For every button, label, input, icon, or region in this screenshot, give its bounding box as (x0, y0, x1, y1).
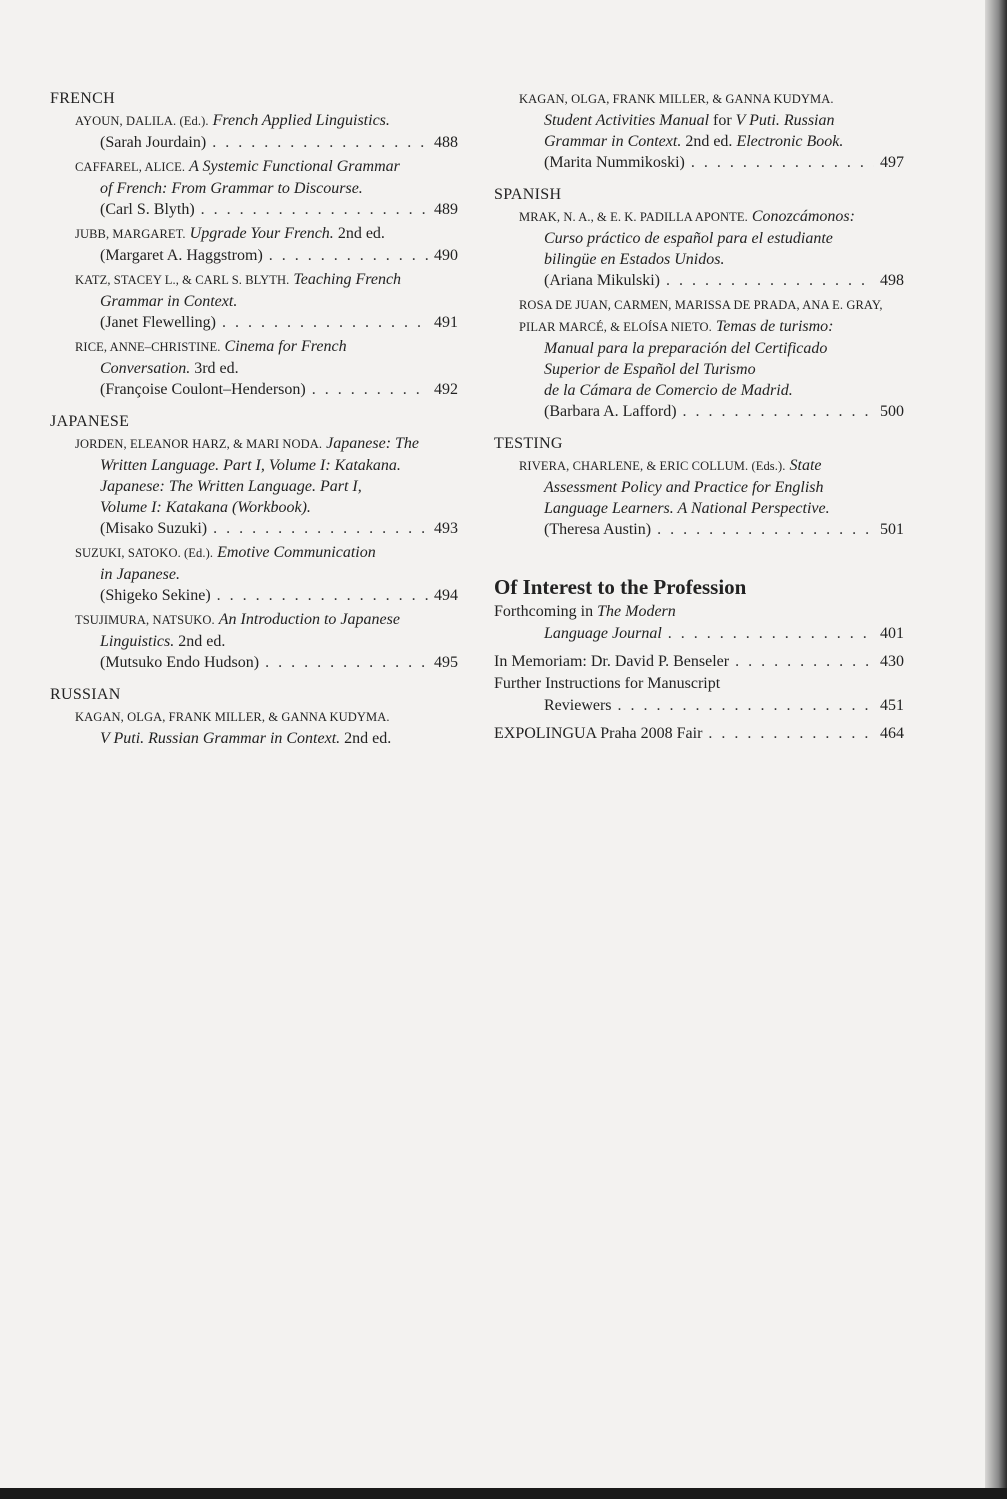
entry-title-cont: de la Cámara de Comercio de Madrid. (544, 382, 793, 399)
entry-author: TSUJIMURA, NATSUKO. (75, 613, 215, 627)
entry-reviewer: (Janet Flewelling) (100, 314, 216, 331)
interest-item-text: Forthcoming in (494, 603, 594, 620)
entry-title-cont: Volume I: Katakana (Workbook). (100, 499, 311, 516)
entry-title-cont: V Puti. Russian (735, 112, 835, 129)
section-heading-testing: TESTING (494, 435, 563, 452)
interest-item-text: In Memoriam: Dr. David P. Benseler (494, 653, 730, 670)
entry-reviewer: (Carl S. Blyth) (100, 201, 195, 218)
entry-reviewer-line (50, 585, 458, 607)
review-entry (494, 455, 904, 541)
section-heading-french: FRENCH (50, 90, 115, 107)
interest-item-title: The Modern (597, 603, 676, 620)
interest-item (494, 651, 904, 673)
entry-title-cont: Japanese: The Written Language. Part I, (100, 478, 362, 495)
entry-title: Temas de turismo: (715, 318, 834, 335)
entry-title-cont: Student Activities Manual (544, 112, 710, 129)
entry-title: Teaching French (293, 271, 402, 288)
interest-item-line (494, 623, 904, 645)
entry-title-cont: Superior de Español del Turismo (544, 361, 756, 378)
entry-reviewer-line (50, 132, 458, 154)
entry-reviewer: (Misako Suzuki) (100, 520, 208, 537)
entry-page: 500 (880, 403, 904, 420)
entry-author: RIVERA, CHARLENE, & ERIC COLLUM. (Eds.). (519, 459, 786, 473)
entry-reviewer: (Shigeko Sekine) (100, 587, 211, 604)
left-column (50, 88, 458, 751)
review-entry (50, 542, 458, 607)
interest-item (494, 601, 904, 645)
entry-title-connector: for (709, 112, 736, 129)
interest-item-page: 430 (880, 653, 904, 670)
review-entry (50, 433, 458, 540)
right-column (494, 88, 904, 745)
interest-item-page: 401 (880, 625, 904, 642)
entry-reviewer: (Mutsuko Endo Hudson) (100, 654, 260, 671)
review-entry (494, 206, 904, 292)
entry-reviewer: (Sarah Jourdain) (100, 134, 207, 151)
entry-reviewer-line (50, 312, 458, 334)
entry-author-cont: PILAR MARCÉ, & ELOÍSA NIETO. (519, 320, 712, 334)
entry-reviewer-line (50, 199, 458, 221)
entry-title: French Applied Linguistics. (212, 112, 390, 129)
review-entry (494, 294, 904, 423)
entry-page: 495 (434, 654, 458, 671)
entry-reviewer: (Theresa Austin) (544, 521, 652, 538)
entry-reviewer: (Ariana Mikulski) (544, 272, 660, 289)
entry-author: KAGAN, OLGA, FRANK MILLER, & GANNA KUDYMA. (75, 710, 390, 724)
review-entry (50, 156, 458, 221)
entry-reviewer: (Françoise Coulont–Henderson) (100, 381, 306, 398)
entry-title-cont: Grammar in Context. (544, 133, 682, 150)
interest-item (494, 673, 904, 717)
entry-author: ROSA DE JUAN, CARMEN, MARISSA DE PRADA, ANA E. GRAY, (519, 298, 883, 312)
entry-title: A Systemic Functional Grammar (189, 158, 400, 175)
review-entry (50, 336, 458, 401)
section-heading-russian: RUSSIAN (50, 686, 121, 703)
interest-item-page: 451 (880, 697, 904, 714)
entry-page: 488 (434, 134, 458, 151)
entry-author: JORDEN, ELEANOR HARZ, & MARI NODA. (75, 437, 323, 451)
entry-reviewer-line (50, 379, 458, 401)
entry-title: An Introduction to Japanese (218, 611, 400, 628)
interest-item-text: Further Instructions for Manuscript (494, 675, 721, 692)
entry-author: KATZ, STACEY L., & CARL S. BLYTH. (75, 273, 290, 287)
entry-author: AYOUN, DALILA. (Ed.). (75, 114, 209, 128)
entry-page: 490 (434, 247, 458, 264)
review-entry (50, 609, 458, 674)
entry-page: 489 (434, 201, 458, 218)
entry-edition: 2nd ed. (337, 225, 385, 242)
entry-title-cont: in Japanese. (100, 566, 180, 583)
entry-reviewer-line (494, 401, 904, 423)
entry-title-cont: V Puti. Russian Grammar in Context. (100, 730, 341, 747)
entry-title-cont: Grammar in Context. (100, 293, 238, 310)
entry-title-cont: bilingüe en Estados Unidos. (544, 251, 725, 268)
entry-author: KAGAN, OLGA, FRANK MILLER, & GANNA KUDYMA. (519, 92, 834, 106)
entry-title-cont: Language Learners. A National Perspective. (544, 500, 830, 517)
page-edge-right (985, 0, 1007, 1499)
entry-title-cont: Manual para la preparación del Certificado (544, 340, 828, 357)
interest-item-line (494, 695, 904, 717)
entry-author: JUBB, MARGARET. (75, 227, 186, 241)
entry-reviewer-line (494, 270, 904, 292)
entry-reviewer-line (50, 518, 458, 540)
interest-item-text: EXPOLINGUA Praha 2008 Fair (494, 725, 703, 742)
entry-page: 491 (434, 314, 458, 331)
entry-author: RICE, ANNE–CHRISTINE. (75, 340, 221, 354)
entry-title: Cinema for French (224, 338, 347, 355)
entry-title-cont: Electronic Book. (736, 133, 844, 150)
entry-reviewer-line (50, 652, 458, 674)
entry-title: Emotive Communication (217, 544, 376, 561)
entry-edition: 3rd ed. (194, 360, 239, 377)
entry-author: CAFFAREL, ALICE. (75, 160, 186, 174)
entry-title: Conozcámonos: (751, 208, 855, 225)
entry-reviewer: (Marita Nummikoski) (544, 154, 685, 171)
review-entry (494, 88, 904, 174)
entry-reviewer: (Barbara A. Lafford) (544, 403, 677, 420)
entry-title: Japanese: The (326, 435, 420, 452)
entry-edition: 2nd ed. (344, 730, 392, 747)
section-heading-spanish: SPANISH (494, 186, 562, 203)
entry-title: State (789, 457, 822, 474)
entry-page: 492 (434, 381, 458, 398)
interest-item-text: Reviewers (544, 697, 612, 714)
entry-title-cont: Linguistics. (100, 633, 175, 650)
review-entry (50, 223, 458, 267)
entry-author: MRAK, N. A., & E. K. PADILLA APONTE. (519, 210, 748, 224)
section-heading-japanese: JAPANESE (50, 413, 130, 430)
review-entry (50, 110, 458, 154)
entry-title-cont: Written Language. Part I, Volume I: Katakana. (100, 457, 401, 474)
entry-title-cont: Curso práctico de español para el estudiante (544, 230, 833, 247)
interest-item (494, 723, 904, 745)
entry-page: 501 (880, 521, 904, 538)
review-entry (50, 706, 458, 749)
entry-page: 494 (434, 587, 458, 604)
entry-title-cont: Assessment Policy and Practice for English (544, 479, 824, 496)
entry-reviewer-line (50, 245, 458, 267)
entry-page: 493 (434, 520, 458, 537)
entry-page: 498 (880, 272, 904, 289)
interest-heading: Of Interest to the Profession (494, 575, 747, 599)
page-edge-bottom (0, 1488, 1007, 1499)
interest-item-title: Language Journal (544, 625, 662, 642)
entry-reviewer-line (494, 519, 904, 541)
entry-title-cont: Conversation. (100, 360, 191, 377)
entry-edition: 2nd ed. (178, 633, 226, 650)
entry-title-cont: of French: From Grammar to Discourse. (100, 180, 363, 197)
review-entry (50, 269, 458, 334)
entry-edition: 2nd ed. (685, 133, 733, 150)
entry-reviewer-line (494, 152, 904, 174)
interest-item-page: 464 (880, 725, 904, 742)
entry-author: SUZUKI, SATOKO. (Ed.). (75, 546, 214, 560)
entry-reviewer: (Margaret A. Haggstrom) (100, 247, 263, 264)
entry-title: Upgrade Your French. (189, 225, 334, 242)
entry-page: 497 (880, 154, 904, 171)
